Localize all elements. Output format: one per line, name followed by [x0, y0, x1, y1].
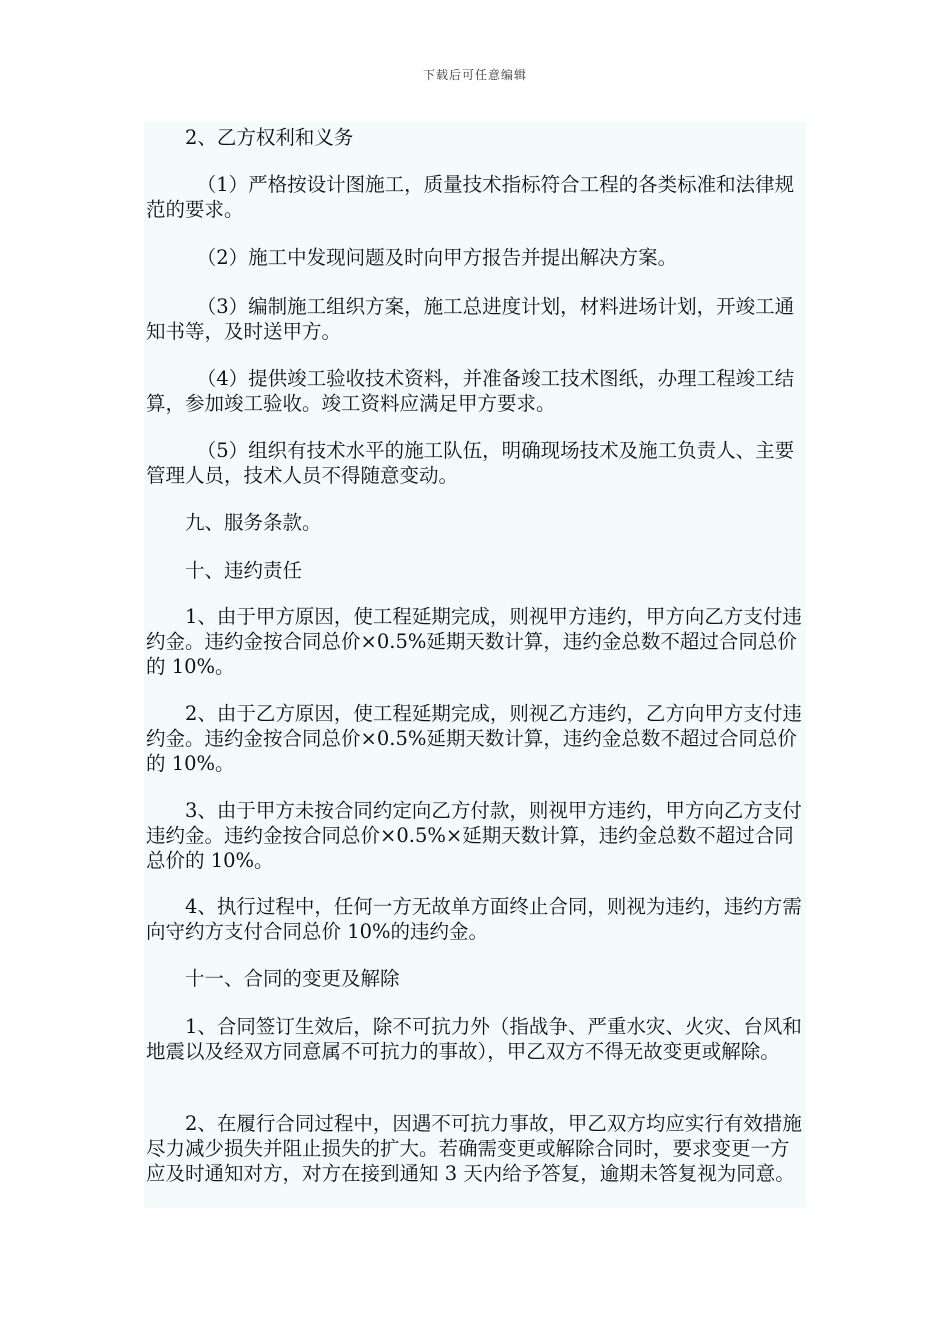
- section-heading: 2、乙方权利和义务: [185, 126, 354, 149]
- paragraph: （1）严格按设计图施工，质量技术指标符合工程的各类标准和法律规范的要求。: [146, 173, 795, 221]
- paragraph: 1、由于甲方原因，使工程延期完成，则视甲方违约，甲方向乙方支付违约金。违约金按合同总价×0.5%延期天数计算，违约金总数不超过合同总价的 10%。: [146, 605, 802, 678]
- paragraph: （3）编制施工组织方案，施工总进度计划，材料进场计划，开竣工通知书等，及时送甲方。: [146, 295, 795, 343]
- section-heading: 十一、合同的变更及解除: [185, 967, 400, 990]
- paragraph: 1、合同签订生效后，除不可抗力外（指战争、严重水灾、火灾、台风和地震以及经双方同意属不可抗力的事故），甲乙双方不得无故变更或解除。: [146, 1015, 802, 1063]
- paragraph: 2、在履行合同过程中，因遇不可抗力事故，甲乙双方均应实行有效措施尽力减少损失并阻止损失的扩大。若确需变更或解除合同时，要求变更一方应及时通知对方，对方在接到通知 3 天内给予答复，逾期未答复视为同意。: [146, 1112, 802, 1185]
- section-heading: 九、服务条款。: [185, 511, 322, 534]
- paragraph: （4）提供竣工验收技术资料，并准备竣工技术图纸，办理工程竣工结算，参加竣工验收。竣工资料应满足甲方要求。: [146, 367, 795, 415]
- paragraph: 4、执行过程中，任何一方无故单方面终止合同，则视为违约，违约方需向守约方支付合同总价 10%的违约金。: [146, 895, 802, 943]
- page-header-note: 下载后可任意编辑: [422, 68, 527, 82]
- paragraph: 2、由于乙方原因，使工程延期完成，则视乙方违约，乙方向甲方支付违约金。违约金按合同总价×0.5%延期天数计算，违约金总数不超过合同总价的 10%。: [146, 702, 802, 775]
- document-body: [144, 122, 806, 1208]
- paragraph: （2）施工中发现问题及时向甲方报告并提出解决方案。: [196, 246, 678, 269]
- paragraph: （5）组织有技术水平的施工队伍，明确现场技术及施工负责人、主要管理人员，技术人员不得随意变动。: [146, 439, 795, 487]
- paragraph: 3、由于甲方未按合同约定向乙方付款，则视甲方违约，甲方向乙方支付违约金。违约金按合同总价×0.5%×延期天数计算，违约金总数不超过合同总价的 10%。: [146, 799, 802, 872]
- section-heading: 十、违约责任: [185, 559, 303, 582]
